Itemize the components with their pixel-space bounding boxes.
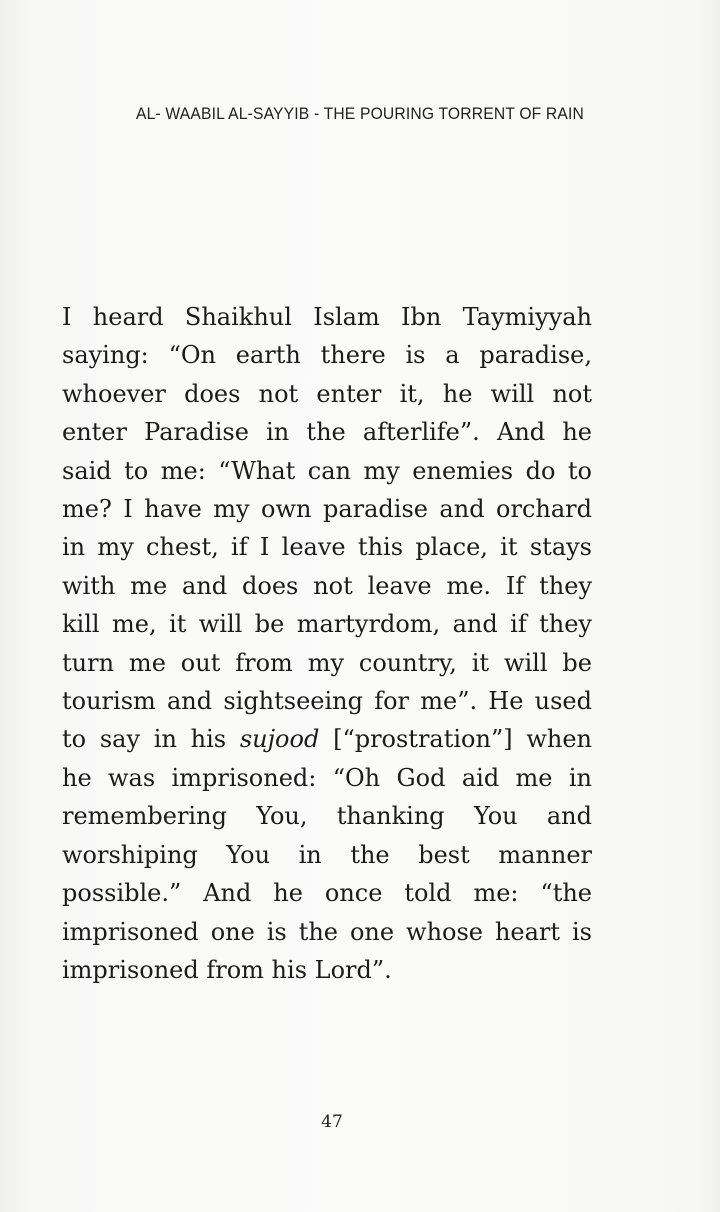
text-line: in my chest, if I leave this place, it stays <box>62 533 592 562</box>
text-line: I heard Shaikhul Islam Ibn Taymiyyah <box>62 303 592 331</box>
text-segment: [“prostration”] when <box>319 725 592 754</box>
italic-term-sujood: sujood <box>239 725 320 754</box>
text-line: he was imprisoned: “Oh God aid me in <box>62 763 592 792</box>
text-line: kill me, it will be martyrdom, and if they <box>62 610 592 639</box>
text-segment: to say in his <box>62 725 240 754</box>
text-line: worshiping You in the best manner <box>62 840 592 869</box>
text-line: remembering You, thanking You and <box>62 802 592 831</box>
text-line: whoever does not enter it, he will not <box>62 379 592 408</box>
body-paragraph <box>62 298 592 989</box>
text-line: saying: “On earth there is a paradise, <box>62 341 592 370</box>
text-line: tourism and sightseeing for me”. He used <box>62 687 592 716</box>
text-line: said to me: “What can my enemies do to <box>62 456 592 485</box>
text-line: turn me out from my country, it will be <box>62 648 592 677</box>
text-line: with me and does not leave me. If they <box>62 571 592 600</box>
text-line: imprisoned from his Lord”. <box>62 955 392 984</box>
text-line: me? I have my own paradise and orchard <box>62 495 592 524</box>
text-line-with-italic <box>62 720 592 758</box>
running-header: AL- WAABIL AL-SAYYIB - THE POURING TORRENT OF RAIN <box>135 104 585 123</box>
text-line: imprisoned one is the one whose heart is <box>62 917 592 946</box>
text-line: enter Paradise in the afterlife”. And he <box>62 418 592 447</box>
text-line: possible.” And he once told me: “the <box>62 879 592 908</box>
page-number: 47 <box>321 1112 343 1132</box>
